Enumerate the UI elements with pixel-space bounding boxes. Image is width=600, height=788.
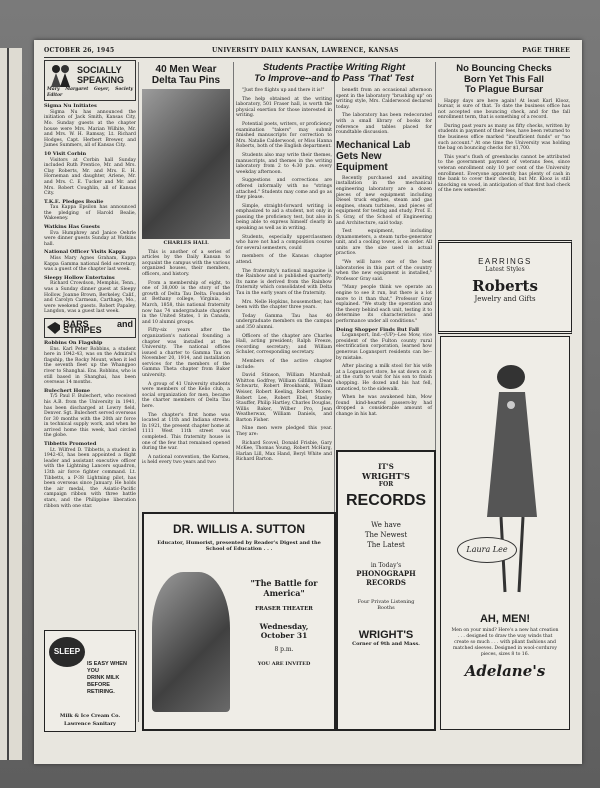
sutton-day: Wednesday, <box>259 622 309 631</box>
wright-phono-2: RECORDS <box>366 578 406 587</box>
delta-cont-paragraph: members of the Kansas chapter attend. <box>236 254 332 266</box>
couple-dancing-icon <box>47 63 73 87</box>
roberts-jewelry: Jewelry and Gifts <box>474 295 536 303</box>
delta-paragraph: A national convention, the Karnea, is held every two years and two <box>142 454 230 466</box>
header-date: OCTOBER 26, 1945 <box>44 47 115 54</box>
bars-item-head: Bulechert Home <box>44 387 91 394</box>
delta-cont-paragraph: Officers of the chapter are Charles Hall, acting president; Ralph Freeze, recording secretary; and William Schuler, corresponding secretary. <box>236 333 332 356</box>
milk-ad <box>44 630 136 732</box>
writing-paragraph: Potential poets, writers, or proficiency examination "takers" may submit finished manuscripts for correction to Mrs. Natalie Calderwood, or Miss Hanna Roberts, both of the English department. <box>236 121 332 150</box>
sutton-tagline: Educator, Humorist, presented by Reader's Digest and the School of Education . . . <box>157 540 321 552</box>
adelanes-ad <box>440 336 570 730</box>
social-item-head: National Officer Visits Kappa <box>44 249 126 256</box>
talk-title-1: "The Battle for <box>250 578 318 588</box>
writing-headline <box>236 62 432 84</box>
wright-have-2: The Newest <box>364 531 408 539</box>
bars-item-head: Tibbetts Promoted <box>44 441 97 448</box>
checks-paragraph: During past years as many as fifty checks, written by students in payment of their fees, have been returned to the business office marked "insufficient funds" or "no such account." At one time the University was holding the bag on bouncing checks for $1,700. <box>438 123 570 152</box>
column-writing <box>236 88 332 466</box>
mech-paragraph: "We will have one of the best laboratories in this part of the country when the new equipment is installed," Professor Gray said. <box>336 260 432 282</box>
wright-name-2: WRIGHT'S <box>358 629 414 641</box>
writing-paragraph: Simple, straight-forward writing is emphasized to aid a student, not only in passing the proficiency test, but also in being able to express himself clearly in speaking as well as in writing. <box>236 203 332 232</box>
mech-headline <box>336 140 432 173</box>
mech-headline-2: Gets New Equipment <box>336 150 388 173</box>
wright-phono-1: PHONOGRAPH <box>356 569 416 578</box>
delta-paragraph: This is another of a series of articles by the Daily Kansan to acquaint the campus with the various organized houses, their members, officers, and history. <box>142 249 230 277</box>
fashion-figure-illustration <box>441 337 569 607</box>
social-item-text: Sigma Nu has announced the initiation of Jack Smith, Kansas City, Mo. Sunday guests at the chapter house were Mrs. Marian Wilhite, Mr. and Mrs. W. H. Ramsay, Lt. Richard Hodges, Capt. Herbert Brewer, and James Summers, all of Kansas City. <box>44 109 136 149</box>
wright-corner: Corner of 9th and Mass. <box>352 641 420 647</box>
bars-item-text: Lt. Wilfred D. Tibbetts, a student in 1942-43, has been appointed a flight leader and assistant executive officer with the Lightning Lancers squadron, 13th air force fighter command. Lt. Tibbetts, a P-38 Lightning pilot, has been overseas since January. He holds the air medal, the Asiatic-Pacific campaign ribbon with three battle stars, and the Philippine liberation ribbon with one star. <box>44 447 136 509</box>
sutton-portrait <box>152 572 230 712</box>
social-item-head: Watkins Has Guests <box>44 224 100 231</box>
sleep-line-1: IS EASY WHEN YOU <box>87 661 127 674</box>
sutton-time: 8 p.m. <box>274 646 294 653</box>
charles-hall-photo <box>142 89 230 239</box>
dairy-name: Lawrence Sanitary <box>64 721 116 727</box>
mech-paragraph: Recently purchased and awaiting installation in the mechanical engineering laboratory are a dozen pieces of new equipment including Diesel truck engines, steam and gas engines, steam turbines, and pieces of equipment for testing and study, Prof. E. S. Gray, of the School of Engineering and Architecture, said today. <box>336 175 432 226</box>
photo-caption: CHARLES HALL <box>163 240 209 246</box>
bars-item-text: T/5 Paul F. Bulechert, who received his A.B. from the University in 1941, has been discharged at Lowry field, Denver. Sgt. Bulechert served overseas for 30 months with the 20th air force in technical supply work, and when he arrived home this week, had circled the globe. <box>44 394 136 439</box>
previous-page-edge <box>0 48 22 760</box>
society-heading <box>44 60 136 101</box>
checks-headline-2: Born Yet This Fall <box>463 73 545 85</box>
social-item-text: Tau Kappa Epsilon has announced the pledging of Harold Bealie, Wakeeney. <box>44 205 136 222</box>
delta-cont-paragraph: Nine men were pledged this year. They are: <box>236 426 332 438</box>
sutton-lecture-ad <box>142 512 336 731</box>
wright-for: FOR <box>378 481 394 488</box>
roberts-earrings: EARRINGS <box>478 257 532 266</box>
wright-have-1: We have <box>371 521 401 529</box>
delta-cont-paragraph: David Stinson, William Marshall, Whitton Godfrey, William Gilfillan, Dean Schwartz, Robert Brookbank, William Weiser, Robert Keeling, Robert Moore, Robert Lee, Robert Ebel, Stanley Stauffer, Philip Hartley, Charles Douglas, Willis Baker, Wilber Pro, Jean Weatherwax, William Daniels, and Barton Fisher. <box>236 373 332 423</box>
mech-paragraph: "Many people think we operate an engine to see it run, but there is a lot more to it than that," Professor Gray explained. "We study the operation and the theory behind each unit, testing it to determine its characteristics and performance under all conditions." <box>336 285 432 324</box>
writing-paragraph: Students also may write their themes, manuscripts, and themes in the writing laboratory from 2 to 4:30 p.m. every weekday afternoon. <box>236 152 332 175</box>
header-paper: UNIVERSITY DAILY KANSAN, LAWRENCE, KANSAS <box>212 47 399 54</box>
writing-paragraph: Suggestions and corrections are offered informally with no "strings attached." Students may come and go as they please. <box>236 178 332 201</box>
eagle-emblem-icon <box>47 321 60 335</box>
writing-paragraph: "Just five flights up and there it is!" <box>242 88 325 93</box>
column-checks <box>438 60 570 197</box>
mech-headline-1: Mechanical Lab <box>336 139 411 151</box>
roberts-jewelry-ad <box>438 240 572 334</box>
newspaper-page <box>34 40 582 764</box>
wrights-records-ad <box>336 450 436 731</box>
wright-its: IT'S <box>378 462 394 471</box>
writing-paragraph: The help obtained at the writing laboratory, 501 Fraser hall, is worth the physical exertion for those interested in writing. <box>236 96 332 119</box>
delta-paragraph: Fifty-six years after the organization's national founding a chapter was installed at the University. The national offices issued a charter to Gamma Tau on November 20, 1914, and installation services for the members of the Gamma Theta chapter from Baker university. <box>142 328 230 379</box>
social-item-head: 10 Visit Corbin <box>44 150 87 157</box>
wright-name: WRIGHT'S <box>362 471 410 481</box>
roberts-name: Roberts <box>472 277 538 295</box>
delta-headline-2: Delta Tau Pins <box>151 75 221 86</box>
checks-headline <box>438 64 570 96</box>
society-title-1: SOCIALLY <box>77 65 122 75</box>
delta-headline-1: 40 Men Wear <box>155 64 217 75</box>
wright-have-3: The Latest <box>367 541 405 549</box>
delta-cont-paragraph: The fraternity's national magazine is the Rainbow and is published quarterly. Its name is derived from the Rainbow fraternity which consolidated with Delta Tau in the early years of the fraternity. <box>236 268 332 296</box>
writing-headline-1: Students Practice Writing Right <box>262 62 406 73</box>
social-item-text: Richard Crowdson, Memphis, Tenn., was a Sunday dinner guest at Sleepy Hollow. Joanne Brown, Berkeley, Calif., and Carolyn Carmean, Carthage, Mo., were weekend guests. Robert Papaley, Langdon, was a guest last week. <box>44 281 136 315</box>
talk-title-2: America" <box>263 588 305 598</box>
society-byline: Mary Margaret Goyer, Society Editor <box>47 87 133 98</box>
delta-cont-paragraph: Today Gamma Tau has 40 undergraduate members on the campus and 350 alumni. <box>236 313 332 330</box>
adelanes-name: Adelane's <box>464 662 546 680</box>
social-item-text: Visitors at Corbin hall Sunday included Ruth Prentice, Mr. and Mrs. Clay Roberts, Mr. and Mrs. E. H. Horneman and daughter, Arlene, Mr. and Mrs. C. E. Tucker and Mr. and Mrs. Robert Coughlin, all of Kansas City. <box>44 157 136 197</box>
wright-records: RECORDS <box>345 492 426 509</box>
delta-paragraph: A group of 41 University students were members of the Kelio club, a social organization for men, became the charter members of Delta Tau here. <box>142 381 230 410</box>
roberts-latest: Latest Styles <box>485 266 525 273</box>
ah-men-heading: AH, MEN! <box>479 613 531 625</box>
page-header <box>44 45 570 58</box>
writing-headline-2: To Improve--and to Pass 'That' Test <box>254 73 414 84</box>
social-item-text: Eva Humphrey and Janice Oehrle were dinner guests Sunday at Watkins hall. <box>44 230 136 247</box>
delta-headline <box>142 64 230 86</box>
sutton-venue: FRASER THEATER <box>255 606 313 612</box>
sutton-date: October 31 <box>260 631 308 640</box>
social-item-head: Sigma Nu Initiates <box>44 103 97 110</box>
milk-company: Milk & Ice Cream Co. <box>59 713 121 719</box>
wright-in-today: in Today's <box>370 562 402 569</box>
delta-cont-paragraph: Mrs. Nelle Hopkins, housemother, has been with the chapter three years. <box>236 299 332 311</box>
sleep-line-3: RETIRING. <box>87 689 115 695</box>
checks-paragraph: This year's flush of greenbacks cannot be attributed to the government payment of veterans fees, since veteran enrollment only 10 per cent of the University enrollment. Everyone apparently has plenty of cash in the bank to cover their checks, but Mr. Klooz is still knocking on wood, in anticipation of that first bad check of the new semester. <box>438 154 570 194</box>
checks-paragraph: Happy days are here again! At least Karl Klooz, bursar, is sure of that. To date the business office has not accepted one bouncing check, and for the fall enrollment term, that is something of a record. <box>438 98 570 121</box>
shopper-paragraph: Logansport, Ind.--(UP)--Leo Mow, vice president of the Fulton county rural electrification corporation, learned how generous Logansport residents can be--by mistake. <box>336 333 432 361</box>
checks-headline-1: No Bouncing Checks <box>456 63 552 74</box>
sleep-word: SLEEP <box>49 637 85 667</box>
delta-cont-paragraph: Richard Scovel, Donald Frisbie, Gary McKee, Thomas Young, Robert McHarg, Harlan Lill, Max Hand, Beryl White and Richard Barton. <box>236 440 332 463</box>
shopper-paragraph: When he was awakened him, Mow found kind-hearted passers-by had dropped a considerable amount of change in his hat. <box>336 395 432 417</box>
wright-booths-2: Booths <box>377 605 395 611</box>
delta-paragraph: The chapter's first home was located at 11th and Indiana streets. In 1921, the present chapter home at 1111 West 11th street was completed. This fraternity house is one of the few that remained opened during the war. <box>142 412 230 452</box>
delta-paragraph: From a membership of eight, to one of 38,000 is the story of the growth of Delta Tau Delta. Founded at Bethany college, Virginia, in March, 1858, this national fraternity now has 74 undergraduate chapters in the United States, 1 in Canada, and 10 alumni groups. <box>142 280 230 325</box>
social-item-head: Sleepy Hollow Entertains <box>44 274 115 281</box>
writing-paragraph: Students, especially upperclassmen who have not had a composition course for several semesters, could <box>236 234 332 251</box>
social-item-head: T.K.E. Pledges Bealie <box>44 198 104 205</box>
society-title-2: SPEAKING <box>77 75 125 85</box>
bars-stripes-heading <box>44 318 136 338</box>
mech-paragraph: Test equipment, including dynamometers, a steam turbo-generator unit, and a cooling tower, is on order. All units are the size used in actual practice. <box>336 229 432 257</box>
sleep-line-2: DRINK MILK BEFORE <box>87 675 120 688</box>
writing-paragraph: benefit from an occasional afternoon spent in the laboratory "brushing up" on writing style, Mrs. Calderwood declared today. <box>336 88 432 110</box>
column-mechanical <box>336 88 432 421</box>
header-page: PAGE THREE <box>522 47 570 54</box>
bars-item-text: Ens. Karl Peter Robbins, a student here in 1942-43, was on the Admiral's flagship, the Rocky Mount, when it led the seventh fleet up the Whangpoo river to Shanghai. Ens. Robbins, who is still based in Shanghai, has been overseas 14 months. <box>44 346 136 386</box>
checks-headline-3: To Plague Bursar <box>465 84 543 95</box>
adelanes-copy: Men on your mind? Here's a new hat creation . . . designed to draw the way winds that create so much . . . with pliant fashions and matched sleeves. Designed in wool-corduroy pieces, sizes 8 to 16. <box>451 628 559 657</box>
delta-cont-paragraph: Members of the active chapter include: <box>236 358 332 370</box>
laura-lee-badge: Laura Lee <box>457 537 517 563</box>
wright-booths-1: Four Private Listening <box>357 599 415 605</box>
bars-item-head: Robbins On Flagship <box>44 339 103 346</box>
writing-paragraph: The laboratory has been redecorated with a small library of books for reference and tables placed for roundtable discussion. <box>336 113 432 136</box>
column-delta <box>142 60 230 469</box>
shopper-head: Doing Shopper Finds But Fall <box>336 326 419 333</box>
column-society <box>44 60 136 512</box>
bars-title: BARS and STRIPES <box>63 319 133 335</box>
shopper-paragraph: After placing a milk stool for his wife at a Logansport store, he sat down on it at the curb to wait for his son to finish shopping. He dozed and his hat fell, unnoticed, to the sidewalk. <box>336 364 432 392</box>
social-item-text: Miss Mary Agnes Graham, Kappa Kappa Gamma national field secretary, was a guest of the chapter last week. <box>44 256 136 273</box>
sutton-name: DR. WILLIS A. SUTTON <box>173 522 305 536</box>
sutton-invite: YOU ARE INVITED <box>257 661 311 667</box>
